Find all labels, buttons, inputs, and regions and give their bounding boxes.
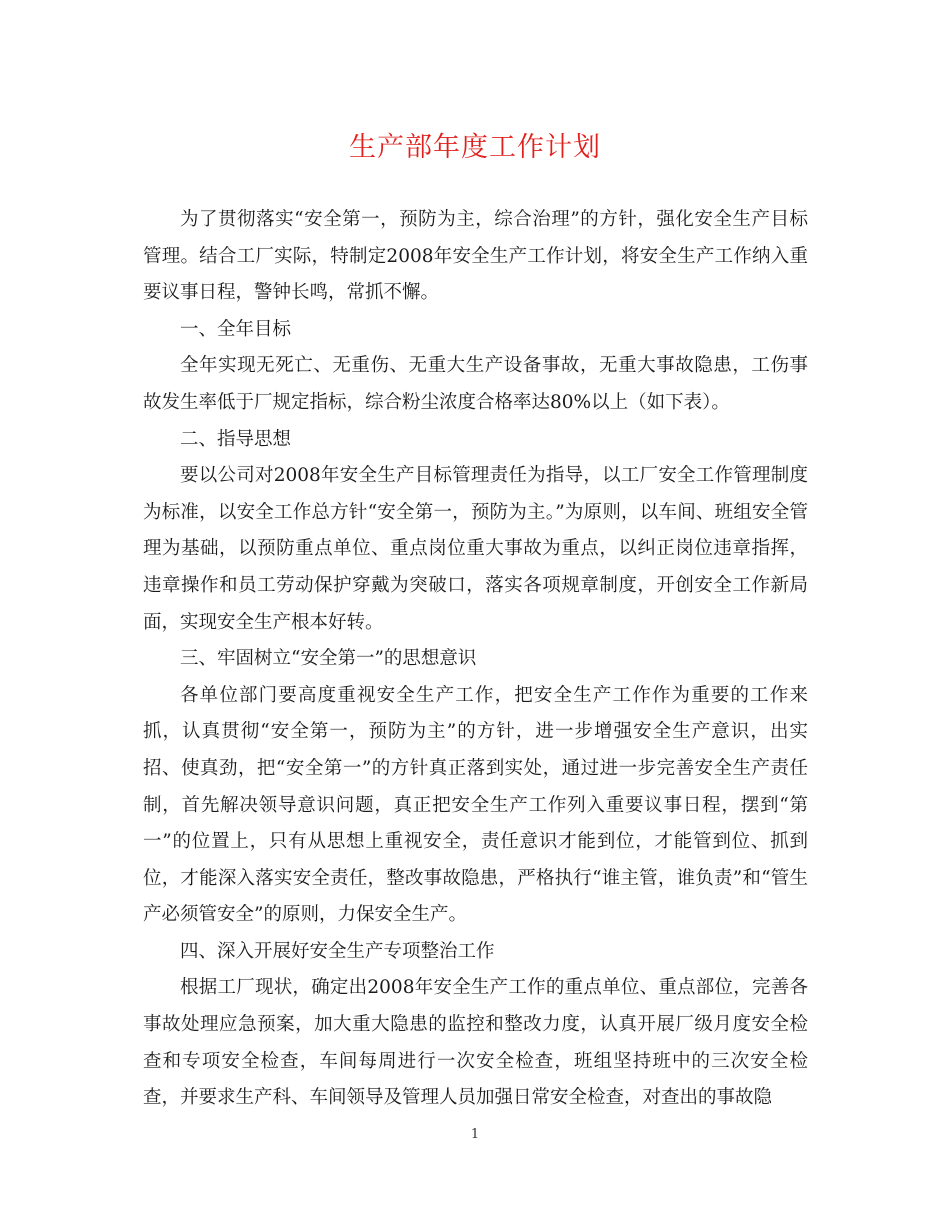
paragraph-goals: 全年实现无死亡、无重伤、无重大生产设备事故，无重大事故隐患，工伤事故发生率低于厂规定指标，综合粉尘浓度合格率达80%以上（如下表）。 xyxy=(143,355,808,413)
paragraph-guiding-principle: 要以公司对2008年安全生产目标管理责任为指导，以工厂安全工作管理制度为标准，以安全工作总方针“安全第一，预防为主。”为原则，以车间、班组安全管理为基础，以预防重点单位、重点岗位重大事故为重点，以纠正岗位违章指挥，违章操作和员工劳动保护穿戴为突破口，落实各项规章制度，开创安全工作新局面，实现安全生产根本好转。 xyxy=(143,465,808,633)
document-body xyxy=(143,202,808,1117)
paragraph-safety-awareness: 各单位部门要高度重视安全生产工作，把安全生产工作作为重要的工作来抓，认真贯彻“安全第一，预防为主”的方针，进一步增强安全生产意识，出实招、使真劲，把“安全第一”的方针真正落到实处，通过进一步完善安全生产责任制，首先解决领导意识问题，真正把安全生产工作列入重要议事日程，摆到“第一”的位置上，只有从思想上重视安全，责任意识才能到位，才能管到位、抓到位，才能深入落实安全责任，整改事故隐患，严格执行“谁主管，谁负责”和“管生产必须管安全”的原则，力保安全生产。 xyxy=(143,684,808,926)
section-heading-1: 一、全年目标 xyxy=(180,318,292,340)
paragraph-special-rectification: 根据工厂现状，确定出2008年安全生产工作的重点单位、重点部位，完善各事故处理应急预案，加大重大隐患的监控和整改力度，认真开展厂级月度安全检查和专项安全检查，车间每周进行一次安全检查，班组坚持班中的三次安全检查，并要求生产科、车间领导及管理人员加强日常安全检查，对查出的事故隐 xyxy=(143,977,808,1109)
document-title: 生产部年度工作计划 xyxy=(349,132,601,163)
page-number: 1 xyxy=(470,1127,480,1142)
section-heading-4: 四、深入开展好安全生产专项整治工作 xyxy=(180,940,495,962)
section-heading-2: 二、指导思想 xyxy=(180,428,292,450)
section-heading-3: 三、牢固树立“安全第一”的思想意识 xyxy=(180,648,477,670)
paragraph-intro: 为了贯彻落实“安全第一，预防为主，综合治理”的方针，强化安全生产目标管理。结合工厂实际，特制定2008年安全生产工作计划，将安全生产工作纳入重要议事日程，警钟长鸣，常抓不懈。 xyxy=(143,209,808,304)
